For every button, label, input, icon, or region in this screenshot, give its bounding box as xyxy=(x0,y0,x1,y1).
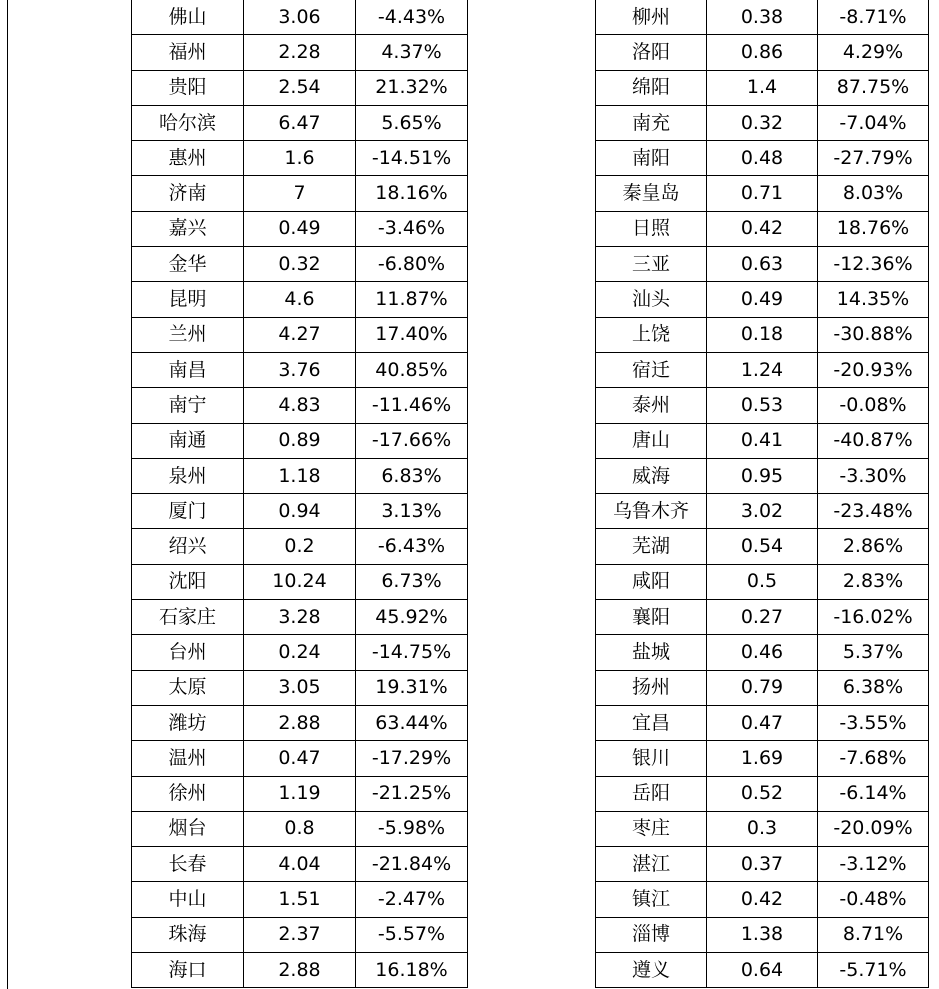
city-cell: 台州 xyxy=(132,635,244,670)
value-cell: 0.63 xyxy=(707,247,818,282)
city-cell: 福州 xyxy=(132,35,244,70)
table-row xyxy=(596,494,929,529)
change-cell: -14.51% xyxy=(356,141,468,176)
change-cell: -8.71% xyxy=(818,0,929,35)
change-cell: -6.14% xyxy=(818,776,929,811)
table-row xyxy=(132,741,468,776)
table-row xyxy=(596,917,929,952)
value-cell: 1.69 xyxy=(707,741,818,776)
change-cell: -0.48% xyxy=(818,882,929,917)
city-cell: 芜湖 xyxy=(596,529,707,564)
city-cell: 昆明 xyxy=(132,282,244,317)
change-cell: -27.79% xyxy=(818,141,929,176)
value-cell: 3.02 xyxy=(707,494,818,529)
city-cell: 咸阳 xyxy=(596,564,707,599)
table-row xyxy=(596,670,929,705)
value-cell: 1.51 xyxy=(244,882,356,917)
table-row xyxy=(132,70,468,105)
value-cell: 0.37 xyxy=(707,847,818,882)
city-cell: 惠州 xyxy=(132,141,244,176)
table-row xyxy=(132,141,468,176)
value-cell: 0.47 xyxy=(707,705,818,740)
change-cell: -21.84% xyxy=(356,847,468,882)
city-cell: 济南 xyxy=(132,176,244,211)
city-cell: 兰州 xyxy=(132,317,244,352)
city-cell: 中山 xyxy=(132,882,244,917)
value-cell: 0.54 xyxy=(707,529,818,564)
change-cell: -6.80% xyxy=(356,247,468,282)
city-cell: 泰州 xyxy=(596,388,707,423)
table-row xyxy=(596,705,929,740)
change-cell: -11.46% xyxy=(356,388,468,423)
value-cell: 0.71 xyxy=(707,176,818,211)
value-cell: 0.53 xyxy=(707,388,818,423)
value-cell: 3.06 xyxy=(244,0,356,35)
city-table-left-body xyxy=(132,0,468,988)
value-cell: 2.54 xyxy=(244,70,356,105)
table-row xyxy=(132,423,468,458)
table-row xyxy=(132,211,468,246)
value-cell: 4.04 xyxy=(244,847,356,882)
value-cell: 0.79 xyxy=(707,670,818,705)
table-row xyxy=(132,564,468,599)
change-cell: 17.40% xyxy=(356,317,468,352)
city-cell: 镇江 xyxy=(596,882,707,917)
table-row xyxy=(132,705,468,740)
city-table-left xyxy=(131,0,468,988)
city-cell: 南昌 xyxy=(132,352,244,387)
table-row xyxy=(132,317,468,352)
value-cell: 1.38 xyxy=(707,917,818,952)
value-cell: 1.4 xyxy=(707,70,818,105)
change-cell: -5.71% xyxy=(818,953,929,988)
value-cell: 2.37 xyxy=(244,917,356,952)
value-cell: 3.05 xyxy=(244,670,356,705)
city-cell: 南通 xyxy=(132,423,244,458)
table-row xyxy=(132,811,468,846)
value-cell: 0.95 xyxy=(707,458,818,493)
city-cell: 岳阳 xyxy=(596,776,707,811)
value-cell: 1.19 xyxy=(244,776,356,811)
change-cell: 19.31% xyxy=(356,670,468,705)
value-cell: 0.3 xyxy=(707,811,818,846)
city-cell: 洛阳 xyxy=(596,35,707,70)
change-cell: 11.87% xyxy=(356,282,468,317)
change-cell: 63.44% xyxy=(356,705,468,740)
value-cell: 0.8 xyxy=(244,811,356,846)
table-row xyxy=(132,247,468,282)
city-cell: 哈尔滨 xyxy=(132,105,244,140)
value-cell: 0.2 xyxy=(244,529,356,564)
city-cell: 乌鲁木齐 xyxy=(596,494,707,529)
city-cell: 嘉兴 xyxy=(132,211,244,246)
city-cell: 襄阳 xyxy=(596,600,707,635)
value-cell: 0.64 xyxy=(707,953,818,988)
table-row xyxy=(596,388,929,423)
city-cell: 泉州 xyxy=(132,458,244,493)
table-row xyxy=(132,352,468,387)
value-cell: 0.32 xyxy=(244,247,356,282)
table-row xyxy=(596,741,929,776)
table-row xyxy=(596,953,929,988)
change-cell: -5.57% xyxy=(356,917,468,952)
city-cell: 海口 xyxy=(132,953,244,988)
table-row xyxy=(132,35,468,70)
city-table-right-body xyxy=(596,0,929,988)
change-cell: -6.43% xyxy=(356,529,468,564)
change-cell: -21.25% xyxy=(356,776,468,811)
table-row xyxy=(132,600,468,635)
city-cell: 威海 xyxy=(596,458,707,493)
change-cell: 5.37% xyxy=(818,635,929,670)
change-cell: -3.46% xyxy=(356,211,468,246)
table-row xyxy=(596,635,929,670)
change-cell: 6.38% xyxy=(818,670,929,705)
change-cell: 4.29% xyxy=(818,35,929,70)
table-row xyxy=(132,388,468,423)
city-cell: 南阳 xyxy=(596,141,707,176)
table-row xyxy=(596,0,929,35)
table-row xyxy=(596,458,929,493)
value-cell: 0.27 xyxy=(707,600,818,635)
table-row xyxy=(596,105,929,140)
change-cell: -40.87% xyxy=(818,423,929,458)
city-cell: 徐州 xyxy=(132,776,244,811)
value-cell: 0.42 xyxy=(707,211,818,246)
city-cell: 温州 xyxy=(132,741,244,776)
city-cell: 珠海 xyxy=(132,917,244,952)
table-row xyxy=(596,352,929,387)
value-cell: 2.28 xyxy=(244,35,356,70)
table-row xyxy=(596,211,929,246)
city-cell: 汕头 xyxy=(596,282,707,317)
change-cell: 6.83% xyxy=(356,458,468,493)
city-cell: 枣庄 xyxy=(596,811,707,846)
value-cell: 4.83 xyxy=(244,388,356,423)
value-cell: 4.6 xyxy=(244,282,356,317)
page-left-border xyxy=(7,0,8,989)
table-row xyxy=(132,917,468,952)
table-row xyxy=(132,670,468,705)
table-row xyxy=(596,423,929,458)
value-cell: 0.32 xyxy=(707,105,818,140)
table-row xyxy=(596,247,929,282)
change-cell: 14.35% xyxy=(818,282,929,317)
city-cell: 金华 xyxy=(132,247,244,282)
change-cell: -17.29% xyxy=(356,741,468,776)
table-row xyxy=(596,70,929,105)
value-cell: 0.94 xyxy=(244,494,356,529)
value-cell: 0.89 xyxy=(244,423,356,458)
value-cell: 0.46 xyxy=(707,635,818,670)
value-cell: 0.38 xyxy=(707,0,818,35)
city-cell: 南宁 xyxy=(132,388,244,423)
table-row xyxy=(132,176,468,211)
value-cell: 10.24 xyxy=(244,564,356,599)
table-row xyxy=(132,776,468,811)
value-cell: 3.28 xyxy=(244,600,356,635)
table-row xyxy=(132,882,468,917)
city-cell: 唐山 xyxy=(596,423,707,458)
change-cell: 40.85% xyxy=(356,352,468,387)
city-cell: 上饶 xyxy=(596,317,707,352)
change-cell: 4.37% xyxy=(356,35,468,70)
change-cell: 21.32% xyxy=(356,70,468,105)
change-cell: -7.68% xyxy=(818,741,929,776)
change-cell: 3.13% xyxy=(356,494,468,529)
city-cell: 厦门 xyxy=(132,494,244,529)
value-cell: 0.42 xyxy=(707,882,818,917)
change-cell: -0.08% xyxy=(818,388,929,423)
change-cell: 5.65% xyxy=(356,105,468,140)
value-cell: 4.27 xyxy=(244,317,356,352)
city-cell: 佛山 xyxy=(132,0,244,35)
change-cell: 18.16% xyxy=(356,176,468,211)
table-row xyxy=(596,282,929,317)
city-cell: 沈阳 xyxy=(132,564,244,599)
value-cell: 0.47 xyxy=(244,741,356,776)
change-cell: -5.98% xyxy=(356,811,468,846)
value-cell: 0.5 xyxy=(707,564,818,599)
change-cell: -16.02% xyxy=(818,600,929,635)
change-cell: -20.09% xyxy=(818,811,929,846)
table-row xyxy=(596,176,929,211)
change-cell: -3.30% xyxy=(818,458,929,493)
city-cell: 宜昌 xyxy=(596,705,707,740)
table-row xyxy=(132,458,468,493)
table-row xyxy=(596,847,929,882)
city-cell: 绍兴 xyxy=(132,529,244,564)
value-cell: 1.18 xyxy=(244,458,356,493)
value-cell: 0.86 xyxy=(707,35,818,70)
city-cell: 三亚 xyxy=(596,247,707,282)
table-row xyxy=(132,529,468,564)
value-cell: 0.49 xyxy=(707,282,818,317)
value-cell: 3.76 xyxy=(244,352,356,387)
table-row xyxy=(596,600,929,635)
value-cell: 7 xyxy=(244,176,356,211)
city-cell: 南充 xyxy=(596,105,707,140)
city-cell: 潍坊 xyxy=(132,705,244,740)
city-cell: 盐城 xyxy=(596,635,707,670)
change-cell: 16.18% xyxy=(356,953,468,988)
change-cell: 8.71% xyxy=(818,917,929,952)
value-cell: 1.24 xyxy=(707,352,818,387)
table-row xyxy=(596,529,929,564)
value-cell: 0.52 xyxy=(707,776,818,811)
change-cell: -23.48% xyxy=(818,494,929,529)
change-cell: 8.03% xyxy=(818,176,929,211)
table-row xyxy=(596,141,929,176)
change-cell: 45.92% xyxy=(356,600,468,635)
value-cell: 0.49 xyxy=(244,211,356,246)
table-row xyxy=(596,882,929,917)
city-cell: 银川 xyxy=(596,741,707,776)
change-cell: 87.75% xyxy=(818,70,929,105)
value-cell: 2.88 xyxy=(244,705,356,740)
change-cell: -4.43% xyxy=(356,0,468,35)
change-cell: 2.83% xyxy=(818,564,929,599)
change-cell: -3.12% xyxy=(818,847,929,882)
city-cell: 石家庄 xyxy=(132,600,244,635)
table-row xyxy=(132,494,468,529)
city-cell: 太原 xyxy=(132,670,244,705)
city-cell: 绵阳 xyxy=(596,70,707,105)
city-cell: 日照 xyxy=(596,211,707,246)
change-cell: -12.36% xyxy=(818,247,929,282)
table-row xyxy=(132,0,468,35)
change-cell: -3.55% xyxy=(818,705,929,740)
change-cell: -17.66% xyxy=(356,423,468,458)
change-cell: -30.88% xyxy=(818,317,929,352)
table-row xyxy=(132,282,468,317)
table-row xyxy=(132,635,468,670)
table-row xyxy=(596,564,929,599)
city-table-right xyxy=(595,0,929,988)
table-row xyxy=(596,776,929,811)
city-cell: 柳州 xyxy=(596,0,707,35)
city-cell: 宿迁 xyxy=(596,352,707,387)
value-cell: 6.47 xyxy=(244,105,356,140)
change-cell: -14.75% xyxy=(356,635,468,670)
city-cell: 扬州 xyxy=(596,670,707,705)
city-cell: 淄博 xyxy=(596,917,707,952)
change-cell: -20.93% xyxy=(818,352,929,387)
table-row xyxy=(132,953,468,988)
table-row xyxy=(132,847,468,882)
city-cell: 烟台 xyxy=(132,811,244,846)
city-cell: 遵义 xyxy=(596,953,707,988)
change-cell: 6.73% xyxy=(356,564,468,599)
city-cell: 湛江 xyxy=(596,847,707,882)
change-cell: 18.76% xyxy=(818,211,929,246)
table-row xyxy=(596,317,929,352)
value-cell: 1.6 xyxy=(244,141,356,176)
value-cell: 0.18 xyxy=(707,317,818,352)
change-cell: -2.47% xyxy=(356,882,468,917)
table-row xyxy=(132,105,468,140)
table-row xyxy=(596,811,929,846)
value-cell: 0.24 xyxy=(244,635,356,670)
change-cell: 2.86% xyxy=(818,529,929,564)
city-cell: 贵阳 xyxy=(132,70,244,105)
value-cell: 2.88 xyxy=(244,953,356,988)
city-cell: 长春 xyxy=(132,847,244,882)
change-cell: -7.04% xyxy=(818,105,929,140)
value-cell: 0.48 xyxy=(707,141,818,176)
value-cell: 0.41 xyxy=(707,423,818,458)
table-row xyxy=(596,35,929,70)
city-cell: 秦皇岛 xyxy=(596,176,707,211)
